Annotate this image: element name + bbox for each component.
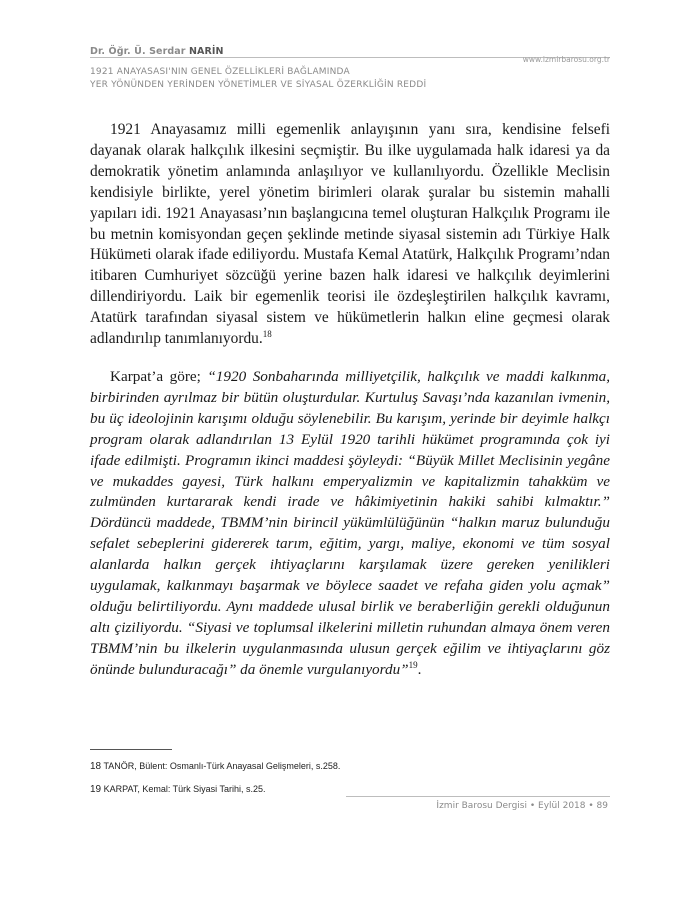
website-link[interactable]: www.izmirbarosu.org.tr	[522, 55, 610, 64]
author-name: Dr. Öğr. Ü. Serdar	[90, 46, 186, 57]
paragraph-1-text: 1921 Anayasamız milli egemenlik anlayışının yanı sıra, kendisine felsefi dayanak olarak halkçılık ilkesini seçmiştir. Bu ilke uygulamada halk idaresi ya da demokratik yönetim anlamında anlaşılıyor ve kullanılıyordu. Özellikle Meclisin kendisiyle birlikte, yerel yönetim birimleri olarak şuralar bu sistemin mahalli yapıları idi. 1921 Anayasası’nın başlangıcına temel oluşturan Halkçılık Programı ile bu metnin komisyondan geçen şeklinde metinde siyasal sistemin adı Türkiye Halk Hükümeti olarak ifade ediliyordu. Mustafa Kemal Atatürk, Halkçılık Programı’ndan itibaren Cumhuriyet sözcüğü yerine bazen halk idaresi ve halkçılık deyimlerini dillendiriyordu. Laik bir egemenlik teorisi ile özdeşleştirilen halkçılık kavramı, Atatürk tarafından siyasal sistem ve hükümetlerin halkın eline geçmesi olarak adlandırılıp tanımlanıyordu.	[90, 121, 610, 348]
footer-separator: •	[527, 801, 539, 811]
issue-date: Eylül 2018	[538, 801, 586, 811]
paragraph-2	[90, 367, 610, 681]
footnote-number: 18	[90, 761, 102, 772]
paragraph-2-lead: Karpat’a göre;	[110, 367, 208, 385]
page-footer	[436, 801, 608, 811]
footnote-divider	[90, 749, 172, 750]
running-header	[90, 46, 530, 91]
article-title-line1: 1921 ANAYASASI'NIN GENEL ÖZELLİKLERİ BAĞLAMINDA	[90, 67, 350, 77]
footer-divider	[346, 796, 610, 797]
article-title-line2: YER YÖNÜNDEN YERİNDEN YÖNETİMLER VE SİYASAL ÖZERKLİĞİN REDDİ	[90, 79, 427, 90]
paragraph-2-end: .	[417, 660, 422, 678]
main-text	[90, 120, 610, 681]
page-number: 89	[596, 801, 608, 811]
footnote-text: KARPAT, Kemal: Türk Siyasi Tarihi, s.25.	[103, 784, 266, 794]
footnote-number: 19	[90, 784, 102, 795]
footnote-text: TANÖR, Bülent: Osmanlı-Türk Anayasal Gelişmeleri, s.258.	[103, 761, 341, 771]
paragraph-1	[90, 120, 610, 350]
footnote-19	[90, 784, 266, 795]
karpat-quote: “1920 Sonbaharında milliyetçilik, halkçılık ve maddi kalkınma, birbirinden ayrılmaz bir bütün oluşturdular. Kurtuluş Savaşı’nda kazanılan ivmenin, bu üç ideolojinin karışımı olduğu söylenebilir. Bu karışım, yerinde bir deyimle halkçı program olarak adlandırılan 13 Eylül 1920 tarihli hükümet programında çok iyi ifade edilmişti. Programın ikinci maddesi şöyleydi: “Büyük Millet Meclisinin yegâne ve mukaddes gayesi, Türk halkını emperyalizmin ve kapitalizmin tahakküm ve zulmünden kurtararak kendi irade ve hâkimiyetinin hakiki sahibi kılmaktır.” Dördüncü maddede, TBMM’nin birincil yükümlülüğünün “halkın maruz bulunduğu sefalet sebeplerini gidererek tarım, eğitim, yargı, maliye, ekonomi ve tüm sosyal alanlarda halkın gerçek ihtiyaçlarını karşılamak üzere gereken yenilikleri uygulamak, kalkınmayı başarmak ve böylece saadet ve refaha giden yolu açmak” olduğu belirtiliyordu. Aynı maddede ulusal birlik ve beraberliğin gerekli olduğunun altı çiziliyordu. “Siyasi ve toplumsal ilkelerini milletin ruhundan almaya önem veren TBMM’nin bu ilkelerin uygulanmasında ulusun gerçek eğilim ve ihtiyaçlarını göz önünde bulunduracağı” da önemle vurgulanıyordu”	[90, 367, 610, 678]
footnote-ref-19[interactable]: 19	[408, 659, 418, 670]
footer-separator: •	[585, 801, 597, 811]
journal-name: İzmir Barosu Dergisi	[436, 801, 527, 811]
author-surname: NARİN	[188, 46, 224, 57]
footnote-18	[90, 761, 340, 772]
author-line	[90, 46, 530, 57]
footnote-ref-18[interactable]: 18	[262, 328, 272, 339]
